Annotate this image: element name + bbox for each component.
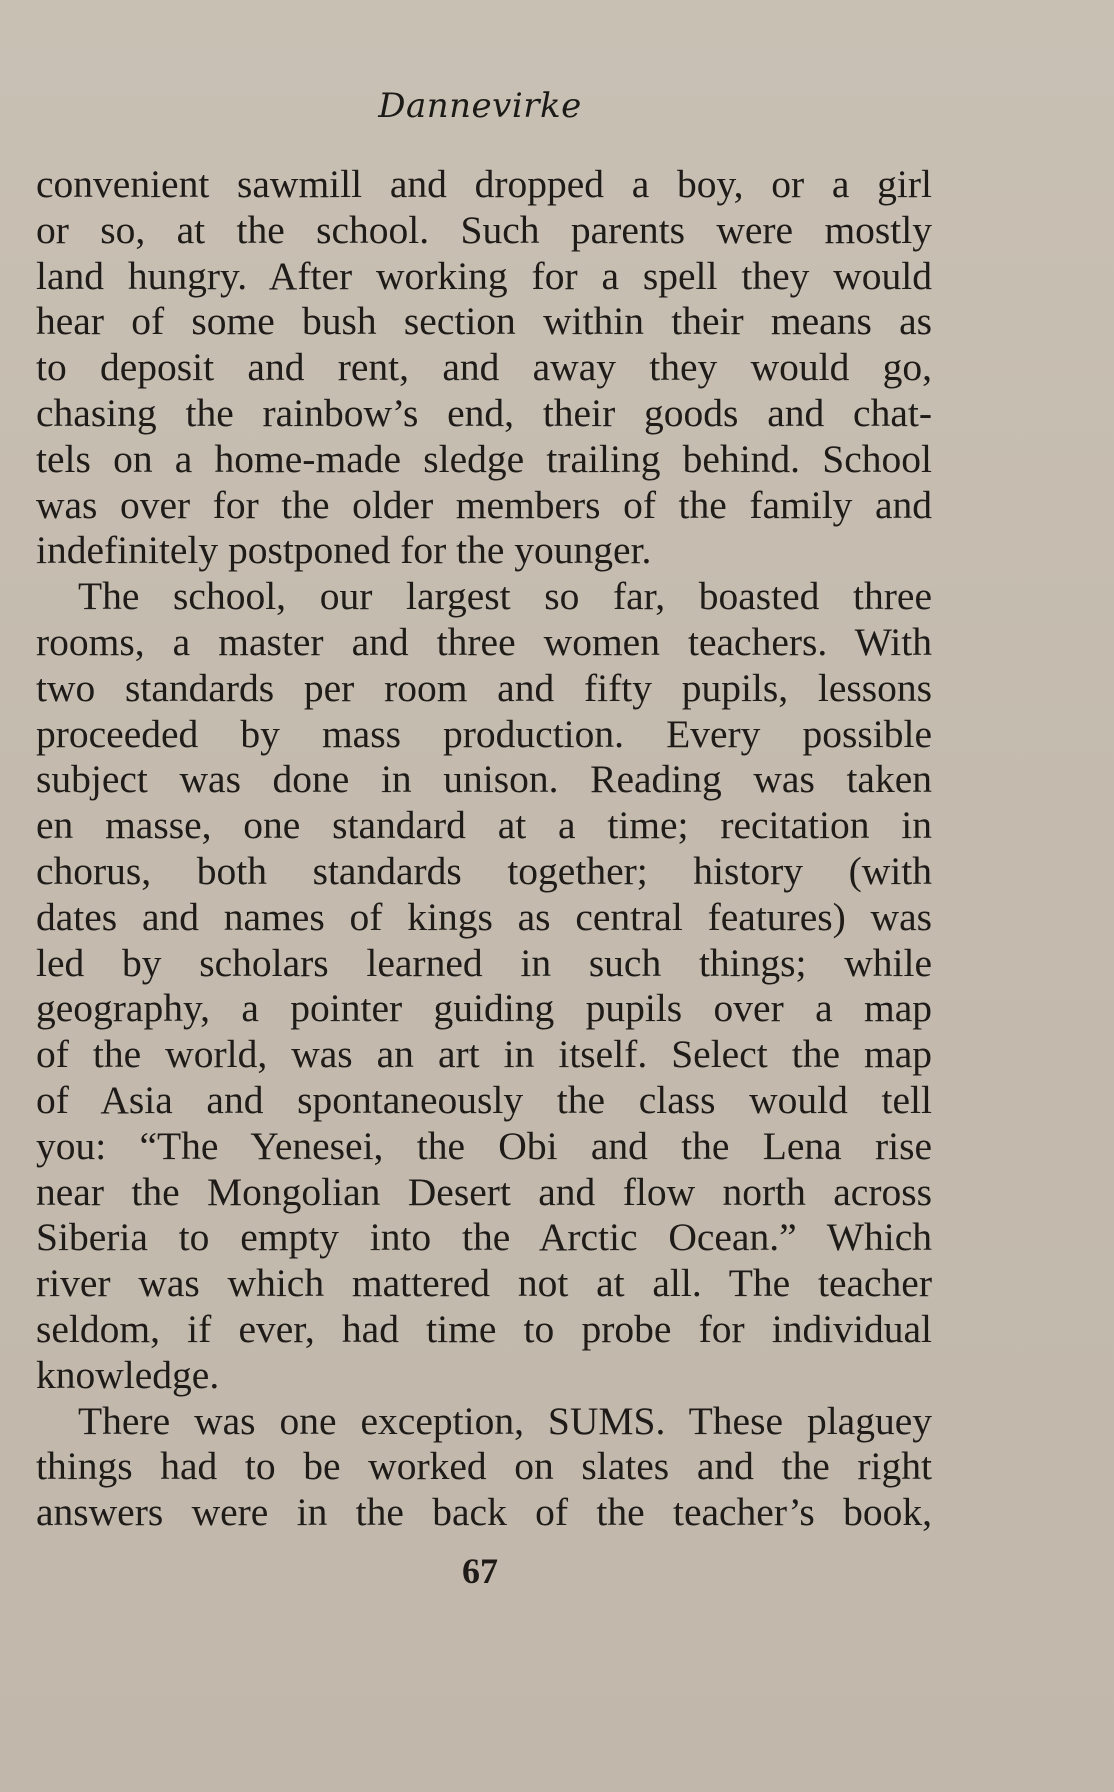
text-line: of Asia and spontaneously the class would tell — [36, 1077, 932, 1122]
text-line: things had to be worked on slates and the right — [36, 1444, 932, 1489]
text-line: answers were in the back of the teacher’s book, — [36, 1490, 932, 1535]
text-line: subject was done in unison. Reading was taken — [36, 757, 932, 802]
text-line: led by scholars learned in such things; while — [36, 940, 932, 985]
text-line: was over for the older members of the family and — [36, 482, 932, 527]
text-line: Siberia to empty into the Arctic Ocean.” Which — [36, 1215, 932, 1260]
running-head: Dannevirke — [378, 86, 582, 126]
text-line: hear of some bush section within their means as — [36, 299, 932, 344]
text-line: two standards per room and fifty pupils, lessons — [36, 665, 932, 710]
text-line: The school, our largest so far, boasted three — [78, 574, 932, 619]
text-line: knowledge. — [36, 1352, 220, 1397]
text-line: land hungry. After working for a spell they would — [36, 253, 932, 298]
text-line: river was which mattered not at all. The teacher — [36, 1261, 932, 1306]
text-line: seldom, if ever, had time to probe for individual — [36, 1306, 932, 1351]
text-line: convenient sawmill and dropped a boy, or a girl — [36, 162, 932, 206]
page-number: 67 — [462, 1551, 498, 1591]
text-line: you: “The Yenesei, the Obi and the Lena rise — [36, 1123, 932, 1168]
text-line: tels on a home-made sledge trailing behind. School — [36, 436, 932, 481]
text-line: indefinitely postponed for the younger. — [36, 528, 652, 573]
text-line: to deposit and rent, and away they would go, — [36, 345, 932, 390]
text-line: near the Mongolian Desert and flow north across — [36, 1169, 932, 1214]
text-line: proceeded by mass production. Every possible — [36, 711, 932, 756]
text-line: or so, at the school. Such parents were mostly — [36, 207, 932, 252]
text-line: chasing the rainbow’s end, their goods and chat- — [36, 390, 932, 435]
text-line: en masse, one standard at a time; recitation in — [36, 803, 932, 848]
text-line: geography, a pointer guiding pupils over a map — [36, 986, 932, 1031]
text-line: dates and names of kings as central features) was — [36, 894, 932, 939]
body-text — [36, 162, 932, 1536]
text-line: There was one exception, SUMS. These plaguey — [78, 1398, 932, 1443]
text-line: chorus, both standards together; history (with — [36, 848, 932, 893]
text-line: rooms, a master and three women teachers. With — [36, 619, 932, 664]
text-line: of the world, was an art in itself. Select the map — [36, 1032, 932, 1077]
